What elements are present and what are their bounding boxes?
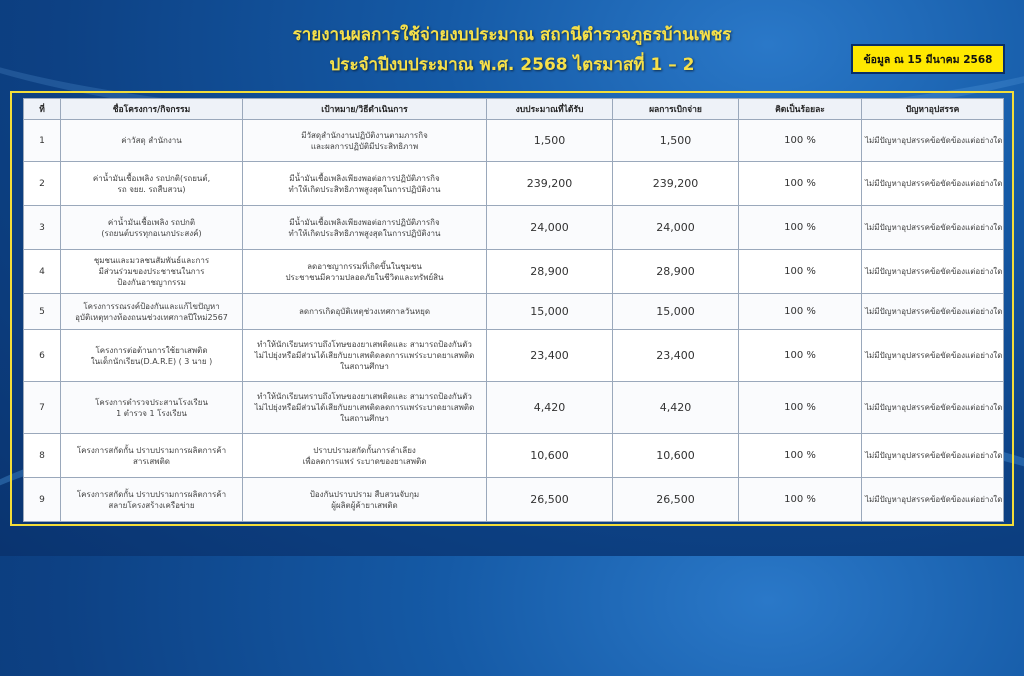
cell-no: 6 xyxy=(24,330,61,382)
cell-spent: 28,900 xyxy=(613,250,739,294)
cell-project: โครงการสกัดกั้น ปราบปรามการผลิตการค้า สารเสพติด xyxy=(61,434,243,478)
cell-project: โครงการตำรวจประสานโรงเรียน 1 ตำรวจ 1 โรงเรียน xyxy=(61,382,243,434)
cell-spent: 23,400 xyxy=(613,330,739,382)
cell-no: 1 xyxy=(24,120,61,162)
cell-no: 4 xyxy=(24,250,61,294)
cell-goal: มีน้ำมันเชื้อเพลิงเพียงพอต่อการปฏิบัติภารกิจ ทำให้เกิดประสิทธิภาพสูงสุดในการปฏิบัติงาน xyxy=(243,162,487,206)
cell-spent: 26,500 xyxy=(613,478,739,522)
cell-percent: 100 % xyxy=(739,294,862,330)
cell-problem: ไม่มีปัญหาอุปสรรคข้อขัดข้องแต่อย่างใด xyxy=(862,434,1004,478)
table-row xyxy=(24,250,1004,294)
header-project: ชื่อโครงการ/กิจกรรม xyxy=(61,99,243,120)
cell-project: ค่าน้ำมันเชื้อเพลิง รถปกติ(รถยนต์, รถ จยย. รถสืบสวน) xyxy=(61,162,243,206)
cell-spent: 239,200 xyxy=(613,162,739,206)
table-row xyxy=(24,162,1004,206)
cell-percent: 100 % xyxy=(739,250,862,294)
cell-goal: ป้องกันปราบปราม สืบสวนจับกุม ผู้ผลิตผู้ค้ายาเสพติด xyxy=(243,478,487,522)
cell-percent: 100 % xyxy=(739,330,862,382)
cell-project: ค่าวัสดุ สำนักงาน xyxy=(61,120,243,162)
cell-problem: ไม่มีปัญหาอุปสรรคข้อขัดข้องแต่อย่างใด xyxy=(862,294,1004,330)
cell-goal: มีน้ำมันเชื้อเพลิงเพียงพอต่อการปฏิบัติภารกิจ ทำให้เกิดประสิทธิภาพสูงสุดในการปฏิบัติงาน xyxy=(243,206,487,250)
cell-no: 2 xyxy=(24,162,61,206)
cell-budget: 10,600 xyxy=(487,434,613,478)
cell-project: ชุมชนและมวลชนสัมพันธ์และการ มีส่วนร่วมของประชาชนในการ ป้องกันอาชญากรรม xyxy=(61,250,243,294)
cell-goal: ทำให้นักเรียนทราบถึงโทษของยาเสพติดและ สามารถป้องกันตัว ไม่ไปยุ่งหรือมีส่วนได้เสียกับยาเสพติดลดการแพร่ระบาดยาเสพติด ในสถานศึกษา xyxy=(243,330,487,382)
table-row xyxy=(24,434,1004,478)
cell-problem: ไม่มีปัญหาอุปสรรคข้อขัดข้องแต่อย่างใด xyxy=(862,250,1004,294)
cell-percent: 100 % xyxy=(739,382,862,434)
table-header-row xyxy=(24,99,1004,120)
cell-problem: ไม่มีปัญหาอุปสรรคข้อขัดข้องแต่อย่างใด xyxy=(862,478,1004,522)
cell-spent: 10,600 xyxy=(613,434,739,478)
table-row xyxy=(24,206,1004,250)
cell-goal: ลดการเกิดอุบัติเหตุช่วงเทศกาลวันหยุด xyxy=(243,294,487,330)
cell-no: 8 xyxy=(24,434,61,478)
header-no: ที่ xyxy=(24,99,61,120)
cell-no: 5 xyxy=(24,294,61,330)
title-line-1: รายงานผลการใช้จ่ายงบประมาณ สถานีตำรวจภูธรบ้านเพชร xyxy=(292,25,732,45)
cell-budget: 4,420 xyxy=(487,382,613,434)
header-goal: เป้าหมาย/วิธีดำเนินการ xyxy=(243,99,487,120)
cell-goal: ลดอาชญากรรมที่เกิดขึ้นในชุมชน ประชาชนมีความปลอดภัยในชีวิตและทรัพย์สิน xyxy=(243,250,487,294)
header-percent: คิดเป็นร้อยละ xyxy=(739,99,862,120)
cell-budget: 1,500 xyxy=(487,120,613,162)
table-row xyxy=(24,330,1004,382)
table-row xyxy=(24,120,1004,162)
cell-problem: ไม่มีปัญหาอุปสรรคข้อขัดข้องแต่อย่างใด xyxy=(862,382,1004,434)
cell-no: 9 xyxy=(24,478,61,522)
cell-budget: 28,900 xyxy=(487,250,613,294)
header-problem: ปัญหาอุปสรรค xyxy=(862,99,1004,120)
cell-spent: 15,000 xyxy=(613,294,739,330)
cell-no: 3 xyxy=(24,206,61,250)
cell-goal: มีวัสดุสำนักงานปฏิบัติงานตามภารกิจ และผลการปฏิบัติมีประสิทธิภาพ xyxy=(243,120,487,162)
header-budget: งบประมาณที่ได้รับ xyxy=(487,99,613,120)
cell-project: ค่าน้ำมันเชื้อเพลิง รถปกติ (รถยนต์บรรทุกอเนกประสงค์) xyxy=(61,206,243,250)
table-row xyxy=(24,382,1004,434)
budget-table xyxy=(23,98,1004,522)
cell-project: โครงการต่อต้านการใช้ยาเสพติด ในเด็กนักเรียน(D.A.R.E) ( 3 นาย ) xyxy=(61,330,243,382)
cell-percent: 100 % xyxy=(739,478,862,522)
cell-project: โครงการรณรงค์ป้องกันและแก้ไขปัญหา อุบัติเหตุทางท้องถนนช่วงเทศกาลปีใหม่2567 xyxy=(61,294,243,330)
cell-budget: 239,200 xyxy=(487,162,613,206)
cell-spent: 24,000 xyxy=(613,206,739,250)
cell-budget: 24,000 xyxy=(487,206,613,250)
cell-goal: ทำให้นักเรียนทราบถึงโทษของยาเสพติดและ สามารถป้องกันตัว ไม่ไปยุ่งหรือมีส่วนได้เสียกับยาเสพติดลดการแพร่ระบาดยาเสพติด ในสถานศึกษา xyxy=(243,382,487,434)
header-spent: ผลการเบิกจ่าย xyxy=(613,99,739,120)
cell-problem: ไม่มีปัญหาอุปสรรคข้อขัดข้องแต่อย่างใด xyxy=(862,120,1004,162)
cell-problem: ไม่มีปัญหาอุปสรรคข้อขัดข้องแต่อย่างใด xyxy=(862,330,1004,382)
cell-budget: 26,500 xyxy=(487,478,613,522)
table-row xyxy=(24,294,1004,330)
cell-spent: 4,420 xyxy=(613,382,739,434)
cell-no: 7 xyxy=(24,382,61,434)
cell-problem: ไม่มีปัญหาอุปสรรคข้อขัดข้องแต่อย่างใด xyxy=(862,162,1004,206)
cell-budget: 23,400 xyxy=(487,330,613,382)
table-row xyxy=(24,478,1004,522)
cell-percent: 100 % xyxy=(739,120,862,162)
cell-project: โครงการสกัดกั้น ปราบปรามการผลิตการค้า สลายโครงสร้างเครือข่าย xyxy=(61,478,243,522)
cell-goal: ปราบปรามสกัดกั้นการลำเลียง เพื่อลดการแพร่ ระบาดของยาเสพติด xyxy=(243,434,487,478)
cell-percent: 100 % xyxy=(739,434,862,478)
cell-problem: ไม่มีปัญหาอุปสรรคข้อขัดข้องแต่อย่างใด xyxy=(862,206,1004,250)
title-line-2: ประจำปีงบประมาณ พ.ศ. 2568 ไตรมาสที่ 1 – 2 xyxy=(329,55,695,75)
date-badge: ข้อมูล ณ 15 มีนาคม 2568 xyxy=(851,44,1005,74)
cell-spent: 1,500 xyxy=(613,120,739,162)
cell-percent: 100 % xyxy=(739,206,862,250)
cell-percent: 100 % xyxy=(739,162,862,206)
cell-budget: 15,000 xyxy=(487,294,613,330)
